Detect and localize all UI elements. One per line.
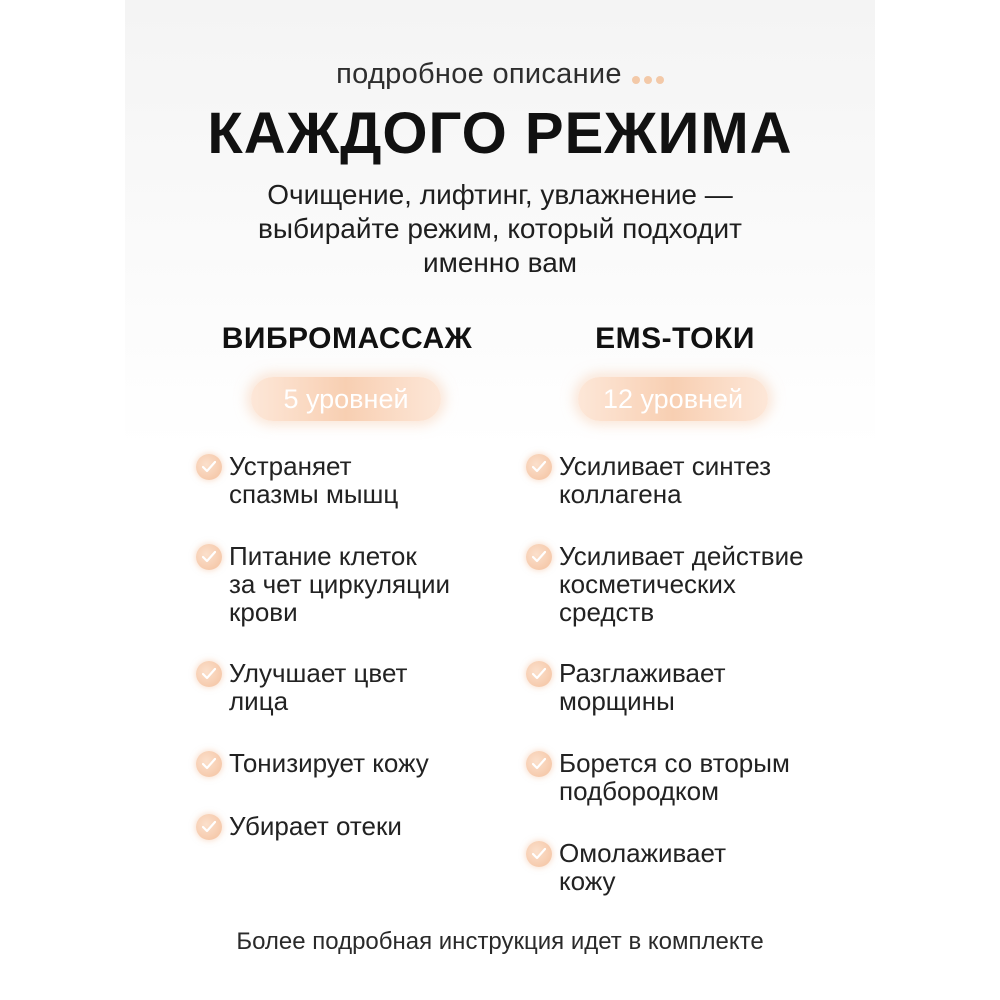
feature-text: [559, 452, 771, 508]
lead-line: Очищение, лифтинг, увлажнение —: [267, 179, 733, 210]
check-circle-icon: [196, 661, 222, 687]
feature-line: Убирает отеки: [229, 811, 402, 841]
feature-line: кожу: [559, 866, 616, 896]
feature-line: Тонизирует кожу: [229, 748, 429, 778]
feature-line: морщины: [559, 686, 675, 716]
check-circle-icon: [526, 751, 552, 777]
lead-paragraph: [125, 178, 875, 280]
check-circle-icon: [526, 661, 552, 687]
column-title-ems: EMS-ТОКИ: [595, 322, 755, 355]
feature-line: косметических: [559, 569, 736, 599]
feature-text: [229, 542, 450, 626]
feature-line: спазмы мышц: [229, 479, 399, 509]
check-circle-icon: [196, 814, 222, 840]
column-title-vibromassage: ВИБРОМАССАЖ: [221, 322, 473, 355]
kicker-line: [125, 58, 875, 92]
check-circle-icon: [196, 454, 222, 480]
feature-line: коллагена: [559, 479, 682, 509]
feature-line: Борется со вторым: [559, 748, 790, 778]
lead-line: именно вам: [422, 247, 578, 278]
dots-icon: [628, 59, 664, 92]
feature-line: средств: [559, 597, 655, 627]
page-title: КАЖДОГО РЕЖИМА: [207, 101, 793, 166]
feature-line: Омолаживает: [559, 838, 727, 868]
feature-line: Устраняет: [229, 451, 352, 481]
feature-line: Усиливает синтез: [559, 451, 772, 481]
level-badge-vibromassage: 5 уровней: [251, 377, 441, 421]
feature-text: [559, 659, 726, 715]
feature-line: подбородком: [559, 776, 720, 806]
feature-line: лица: [229, 686, 289, 716]
lead-line: выбирайте режим, который подходит: [258, 213, 742, 244]
check-circle-icon: [526, 454, 552, 480]
feature-text: [559, 542, 804, 626]
level-badge-ems: 12 уровней: [578, 377, 768, 421]
feature-text: [229, 659, 407, 715]
feature-line: Усиливает действие: [559, 541, 804, 571]
feature-text: [229, 812, 402, 840]
check-circle-icon: [196, 751, 222, 777]
feature-text: [559, 839, 726, 895]
feature-text: [229, 749, 429, 777]
feature-text: [229, 452, 398, 508]
footer-note: Более подробная инструкция идет в комплекте: [236, 928, 764, 955]
kicker-text: подробное описание: [336, 58, 622, 90]
feature-line: Улучшает цвет: [229, 658, 408, 688]
check-circle-icon: [196, 544, 222, 570]
feature-line: крови: [229, 597, 298, 627]
feature-line: Разглаживает: [559, 658, 726, 688]
feature-text: [559, 749, 790, 805]
check-circle-icon: [526, 544, 552, 570]
feature-line: Питание клеток: [229, 541, 417, 571]
feature-line: за чет циркуляции: [229, 569, 451, 599]
check-circle-icon: [526, 841, 552, 867]
